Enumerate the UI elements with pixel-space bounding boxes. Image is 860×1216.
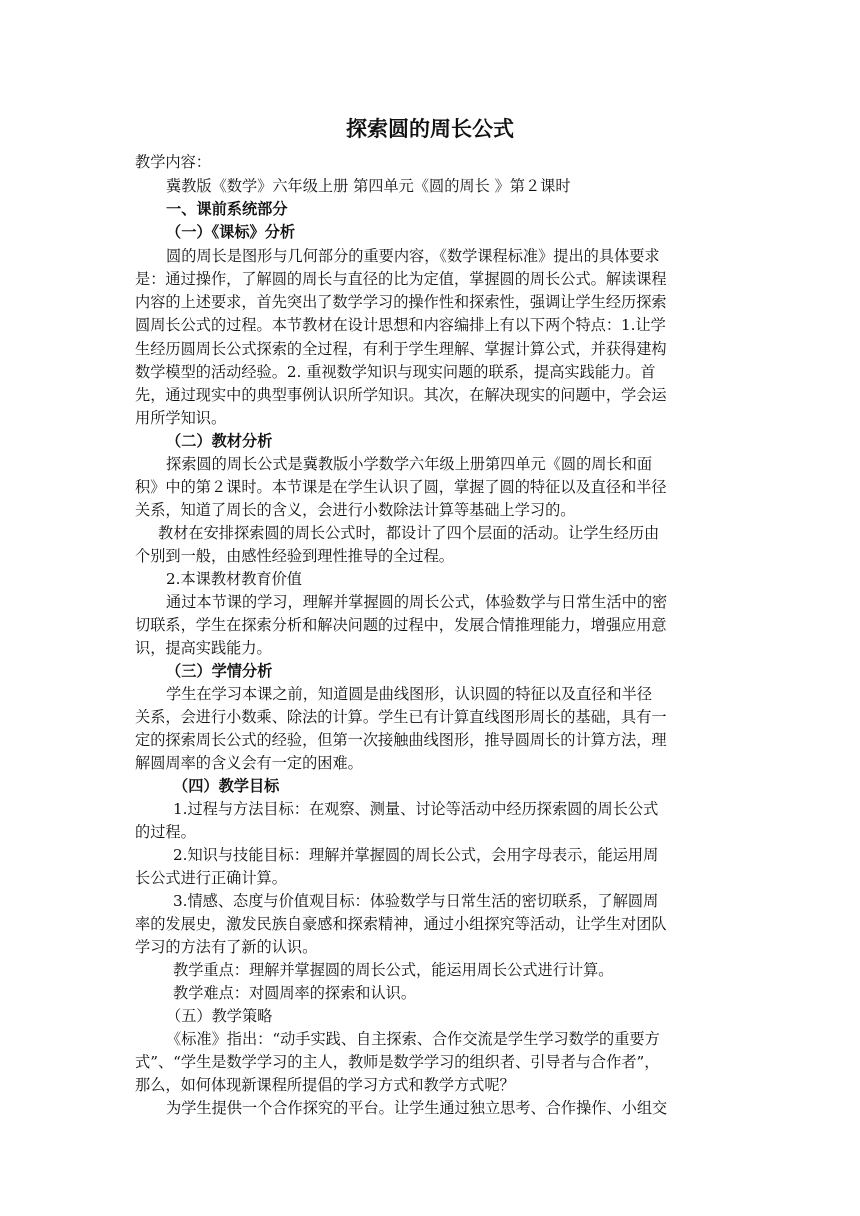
paragraph-line: 学习的方法有了新的认识。 bbox=[135, 938, 318, 956]
section-heading: （一）《课标》分析 bbox=[166, 223, 296, 241]
paragraph-line: 的过程。 bbox=[135, 823, 196, 841]
paragraph-line: 探索圆的周长公式是冀教版小学数学六年级上册第四单元《圆的周长和面 bbox=[166, 455, 652, 473]
paragraph-line: 识，提高实践能力。 bbox=[135, 639, 272, 657]
paragraph-line: 关系，会进行小数乘、除法的计算。学生已有计算直线图形周长的基础，具有一 bbox=[135, 708, 667, 726]
paragraph-line: 长公式进行正确计算。 bbox=[135, 869, 287, 887]
paragraph-line: 3.情感、态度与价值观目标：体验数学与日常生活的密切联系，了解圆周 bbox=[173, 892, 659, 910]
paragraph-line: 式”、“学生是数学学习的主人，教师是数学学习的组织者、引导者与合作者”， bbox=[135, 1053, 660, 1071]
paragraph-line: 是：通过操作，了解圆的周长与直径的比为定值，掌握圆的周长公式。解读课程 bbox=[135, 270, 667, 288]
paragraph-line: 内容的上述要求，首先突出了数学学习的操作性和探索性，强调让学生经历探索 bbox=[135, 293, 667, 311]
paragraph-line: 生经历圆周长公式探索的全过程，有利于学生理解、掌握计算公式，并获得建构 bbox=[135, 340, 667, 358]
paragraph-line: 切联系，学生在探索分析和解决问题的过程中，发展合情推理能力，增强应用意 bbox=[135, 616, 667, 634]
paragraph-line: 为学生提供一个合作探究的平台。让学生通过独立思考、合作操作、小组交 bbox=[166, 1099, 668, 1117]
section-heading: （二）教材分析 bbox=[166, 432, 273, 450]
paragraph-line: 先，通过现实中的典型事例认识所学知识。其次，在解决现实的问题中，学会运 bbox=[135, 386, 667, 404]
section-heading: （四）教学目标 bbox=[173, 777, 280, 795]
paragraph-line: 教学难点：对圆周率的探索和认识。 bbox=[173, 984, 416, 1002]
paragraph-line: 圆的周长是图形与几何部分的重要内容，《数学课程标准》提出的具体要求 bbox=[166, 247, 660, 265]
paragraph-line: 2.本课教材教育价值 bbox=[166, 570, 302, 588]
section-label: 教学内容： bbox=[135, 153, 211, 171]
paragraph-line: 《标准》指出：“动手实践、自主探索、合作交流是学生学习数学的重要方 bbox=[166, 1030, 660, 1048]
paragraph-line: 1.过程与方法目标：在观察、测量、讨论等活动中经历探索圆的周长公式 bbox=[173, 800, 659, 818]
paragraph-line: 那么，如何体现新课程所提倡的学习方式和教学方式呢？ bbox=[135, 1076, 515, 1094]
paragraph-line: 学生在学习本课之前，知道圆是曲线图形，认识圆的特征以及直径和半径 bbox=[166, 685, 652, 703]
paragraph-line: 用所学知识。 bbox=[135, 409, 227, 427]
paragraph-line: 2.知识与技能目标：理解并掌握圆的周长公式，会用字母表示，能运用周 bbox=[173, 846, 659, 864]
document-title: 探索圆的周长公式 bbox=[346, 117, 514, 141]
section-heading: （三）学情分析 bbox=[166, 662, 273, 680]
paragraph-line: 积》中的第２课时。本节课是在学生认识了圆，掌握了圆的特征以及直径和半径 bbox=[135, 478, 667, 496]
paragraph-line: 解圆周率的含义会有一定的困难。 bbox=[135, 754, 363, 772]
paragraph-line: 数学模型的活动经验。2. 重视数学知识与现实问题的联系，提高实践能力。首 bbox=[135, 363, 656, 381]
paragraph-line: 教材在安排探索圆的周长公式时，都设计了四个层面的活动。让学生经历由 bbox=[158, 524, 660, 542]
paragraph-line: 率的发展史，激发民族自豪感和探索精神，通过小组探究等活动，让学生对团队 bbox=[135, 915, 667, 933]
paragraph-line: 圆周长公式的过程。本节教材在设计思想和内容编排上有以下两个特点：1.让学 bbox=[135, 316, 666, 334]
paragraph-line: 关系，知道了周长的含义，会进行小数除法计算等基础上学习的。 bbox=[135, 501, 576, 519]
section-heading: （五）教学策略 bbox=[166, 1007, 273, 1025]
paragraph-line: 定的探索周长公式的经验，但第一次接触曲线图形，推导圆周长的计算方法，理 bbox=[135, 731, 667, 749]
paragraph-line: 个别到一般，由感性经验到理性推导的全过程。 bbox=[135, 547, 454, 565]
paragraph-line: 教学重点：理解并掌握圆的周长公式，能运用周长公式进行计算。 bbox=[173, 961, 614, 979]
section-heading: 一、课前系统部分 bbox=[166, 200, 288, 218]
paragraph-line: 冀教版《数学》六年级上册 第四单元《圆的周长 》第２课时 bbox=[166, 177, 571, 195]
paragraph-line: 通过本节课的学习，理解并掌握圆的周长公式，体验数学与日常生活中的密 bbox=[166, 593, 668, 611]
